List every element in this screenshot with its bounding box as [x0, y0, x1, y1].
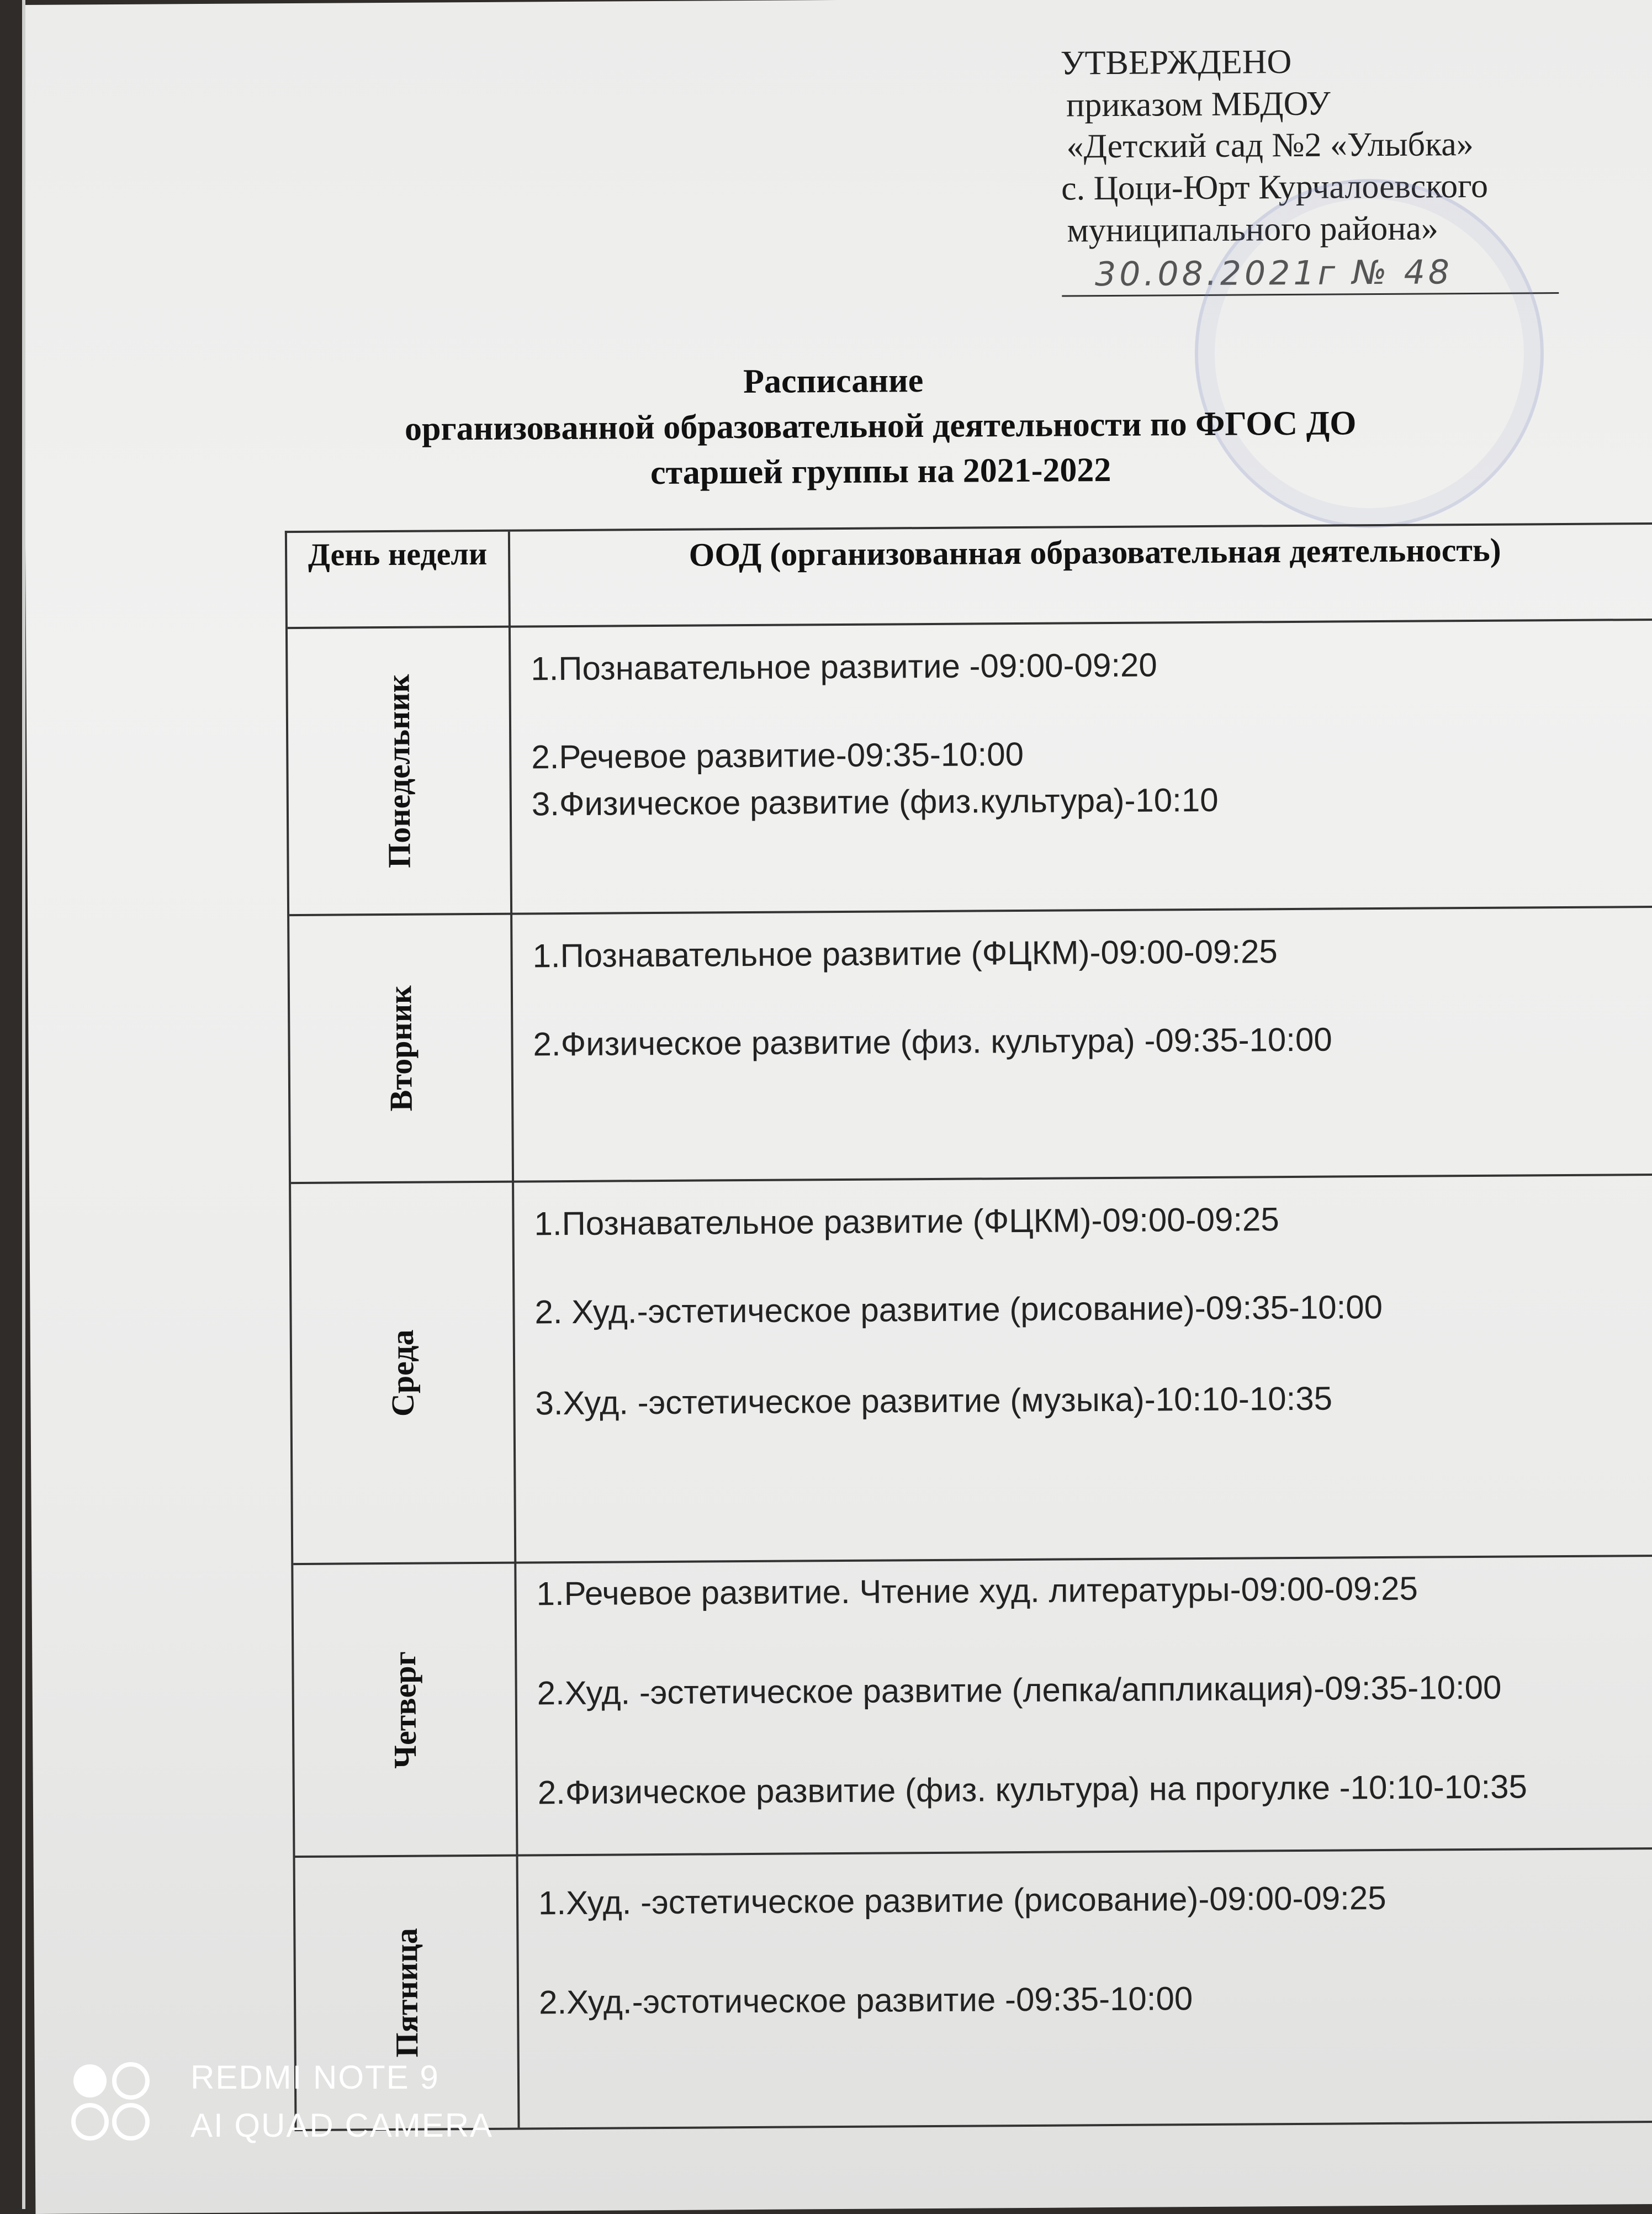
schedule-table: [285, 522, 1652, 2131]
document-title: [245, 355, 1516, 499]
activity-item: 2. Худ.-эстетическое развитие (рисование)-09:35-10:00: [534, 1288, 1383, 1331]
day-label: Вторник: [382, 985, 419, 1112]
watermark-text: [190, 2053, 493, 2149]
title-line-3: старшей группы на 2021-2022: [650, 451, 1111, 492]
day-cell-tuesday: [289, 915, 512, 1182]
activity-item: 2.Физическое развитие (физ. культура) на прогулке -10:10-10:35: [537, 1768, 1528, 1811]
header-activities: ООД (организованная образовательная деятельность): [689, 531, 1501, 573]
approval-line: с. Цоци-Юрт Курчалоевского: [1061, 167, 1489, 208]
activity-item: 1.Речевое развитие. Чтение худ. литературы-09:00-09:25: [536, 1570, 1418, 1613]
day-label: Среда: [384, 1329, 421, 1417]
day-label: Четверг: [386, 1651, 423, 1769]
activity-item: 3.Худ. -эстетическое развитие (музыка)-10:10-10:35: [535, 1380, 1333, 1422]
activity-item: 1.Познавательное развитие -09:00-09:20: [531, 646, 1157, 688]
day-cell-thursday: [293, 1564, 516, 1856]
approval-line: приказом МБДОУ: [1066, 84, 1331, 124]
activity-item: 2.Физическое развитие (физ. культура) -09:35-10:00: [533, 1021, 1332, 1063]
day-label: Пятница: [388, 1928, 425, 2058]
title-line-2: организованной образовательной деятельности по ФГОС ДО: [404, 404, 1357, 448]
activity-item: 3.Физическое развитие (физ.культура)-10:10: [531, 781, 1219, 823]
activity-item: 1.Познавательное развитие (ФЦКМ)-09:00-09:25: [532, 933, 1278, 975]
day-cell-monday: [288, 628, 510, 914]
header-day-of-week: День недели: [308, 535, 488, 573]
title-line-1: Расписание: [743, 362, 924, 401]
handwritten-order-date-number: 30.08.2021г № 48: [1062, 252, 1559, 297]
camera-lens-icon: [69, 2060, 163, 2143]
document-page: [22, 0, 1652, 2214]
activity-item: 1.Худ. -эстетическое развитие (рисование)-09:00-09:25: [538, 1879, 1386, 1922]
watermark-line-1: REDMI NOTE 9: [190, 2059, 440, 2096]
activity-item: 1.Познавательное развитие (ФЦКМ)-09:00-09:25: [534, 1201, 1279, 1243]
day-cell-wednesday: [291, 1183, 514, 1563]
approval-heading: УТВЕРЖДЕНО: [1060, 43, 1292, 82]
activity-item: 2.Худ.-эстотическое развитие -09:35-10:00: [538, 1980, 1193, 2021]
approval-line: «Детский сад №2 «Улыбка»: [1066, 125, 1474, 166]
paper-edge: [22, 0, 25, 2209]
watermark-line-2: AI QUAD CAMERA: [190, 2107, 494, 2144]
activity-item: 2.Речевое развитие-09:35-10:00: [531, 735, 1024, 776]
day-label: Понедельник: [380, 674, 418, 868]
approval-line: муниципального района»: [1067, 209, 1439, 249]
activity-item: 2.Худ. -эстетическое развитие (лепка/аппликация)-09:35-10:00: [537, 1668, 1502, 1712]
